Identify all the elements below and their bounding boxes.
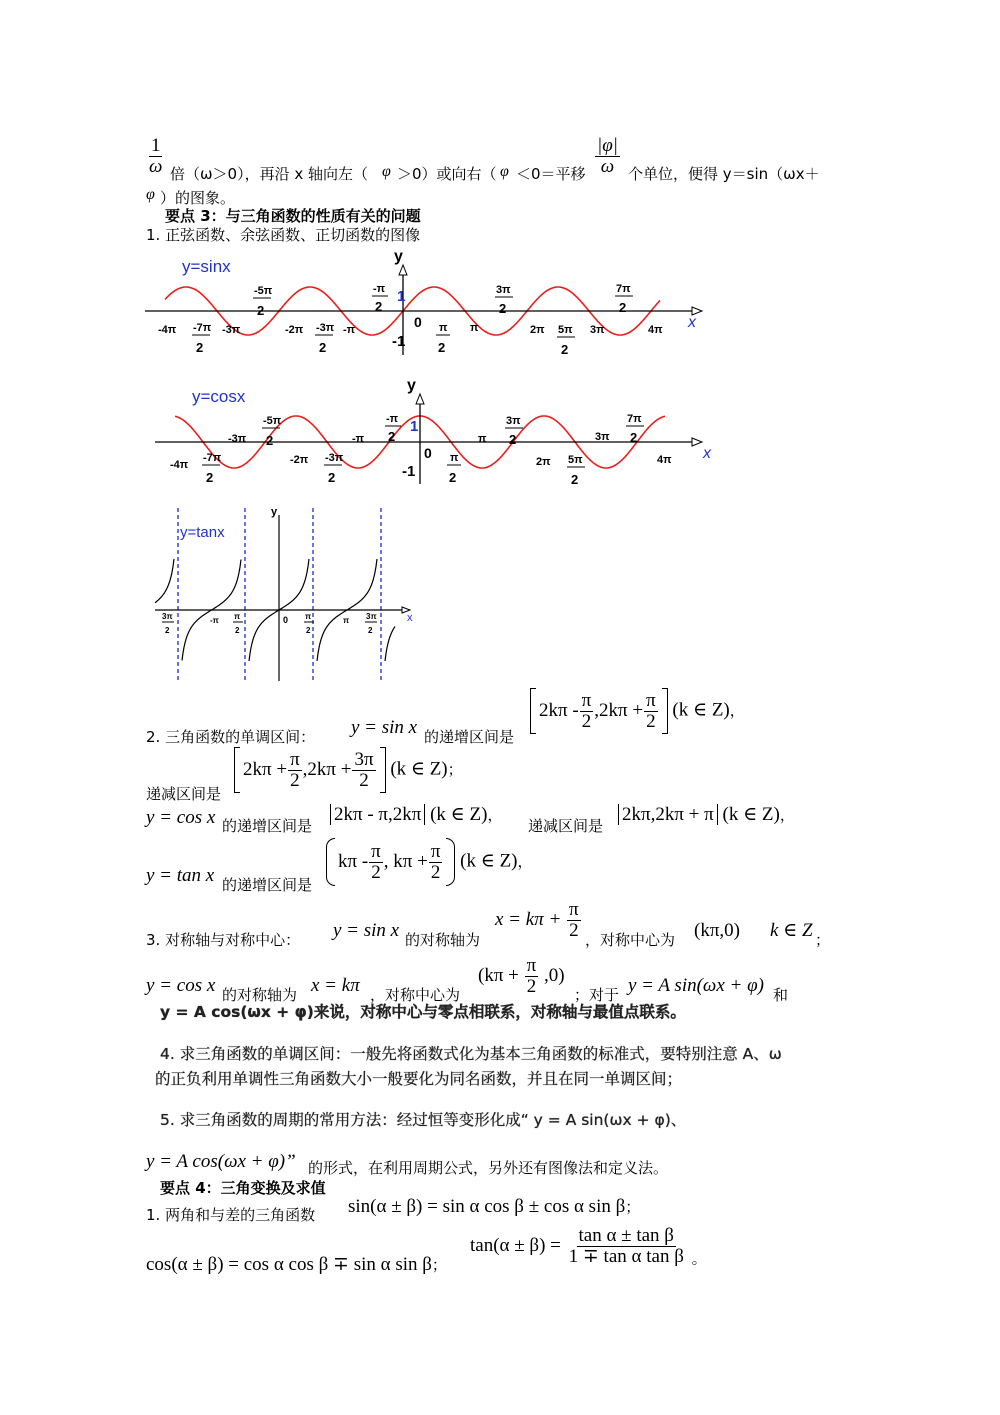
svg-text:2: 2: [438, 340, 446, 355]
for-label: ；对于: [574, 986, 620, 1004]
axis-label: 的对称轴为: [405, 931, 481, 949]
phi-symbol-3: φ: [146, 186, 155, 203]
origin-label: 0: [283, 615, 289, 625]
frac-1-over-omega: $\frac{1}{\omega}$: [149, 135, 163, 177]
semi: ；: [815, 931, 831, 949]
svg-text:5π: 5π: [568, 454, 583, 466]
x-axis-label: x: [407, 612, 413, 624]
cos-sum-formula: cos(α ± β) = cos α cos β ∓ sin α sin β；: [146, 1254, 447, 1275]
sin-center: (kπ,0): [694, 920, 740, 941]
cos-axis: x = kπ: [311, 975, 360, 996]
line1-mid: ＞0）或向右（: [397, 165, 497, 183]
line1-end: 个单位，便得 y＝sin（ωx＋: [628, 165, 820, 183]
half-m1: [372, 283, 388, 314]
y-cos-x-2: y = cos x: [146, 975, 216, 996]
and-label: 和: [773, 986, 789, 1004]
svg-text:2: 2: [235, 626, 240, 635]
svg-text:2: 2: [368, 626, 373, 635]
tick-mpi: -π: [210, 616, 219, 625]
cosine-label: y=cosx: [192, 387, 246, 406]
svg-text:2: 2: [206, 470, 214, 485]
svg-text:-3π: -3π: [325, 452, 344, 464]
svg-text:2: 2: [196, 340, 204, 355]
origin-label: 0: [424, 445, 432, 461]
svg-text:2: 2: [306, 626, 311, 635]
section3-heading: 要点 3：与三角函数的性质有关的问题: [165, 207, 421, 225]
section3-item1: 1. 正弦函数、余弦函数、正切函数的图像: [146, 226, 421, 244]
item5-line2: 的形式，在利用周期公式，另外还有图像法和定义法。: [308, 1159, 669, 1177]
tangent-label: y=tanx: [180, 524, 225, 541]
svg-text:2: 2: [499, 301, 507, 316]
tan-increasing-interval: kπ - $\frac{\pi}{2}$ , kπ + $\frac{\pi}{2}$ (k ∈ Z)，: [326, 838, 533, 886]
half-m1: [385, 413, 401, 444]
item5-acos: y = A cos(ωx + φ)”: [146, 1151, 296, 1172]
item4-line1: 4. 求三角函数的单调区间：一般先将函数式化为基本三角函数的标准式，要特别注意 A、ω: [160, 1045, 782, 1063]
y-cos-x: y = cos x: [146, 807, 216, 828]
svg-text:2: 2: [328, 470, 336, 485]
sine-tick-labels: [158, 322, 663, 336]
origin-label: 0: [414, 314, 422, 330]
half-m5: [253, 285, 273, 318]
x-arrow-icon: [692, 438, 702, 446]
section4-item1: 1. 两角和与差的三角函数: [146, 1206, 316, 1224]
svg-text:-5π: -5π: [263, 415, 282, 427]
svg-text:-π: -π: [386, 413, 399, 425]
tick-m2pi: -2π: [285, 324, 304, 336]
sine-half-labels: [192, 283, 633, 357]
frac-absphi-over-omega: $\frac{|\varphi|}{\omega}$: [597, 135, 618, 177]
x-axis-label: x: [703, 445, 711, 462]
half-p7: [615, 283, 633, 315]
asin-formula: y = A sin(ωx + φ): [628, 975, 764, 996]
half-m1: [233, 612, 243, 635]
cos-dec-label: 递减区间是: [528, 817, 604, 835]
item2-inc: 的递增区间是: [424, 728, 515, 746]
tick-4pi: 4π: [648, 324, 663, 336]
y-tan-x: y = tan x: [146, 865, 215, 886]
tick-m4pi: -4π: [170, 459, 189, 471]
svg-text:2: 2: [165, 626, 170, 635]
half-m3: [315, 322, 335, 355]
y-sin-x: y = sin x: [351, 717, 418, 738]
tick-pi: π: [470, 322, 479, 334]
item5-line1: 5. 求三角函数的周期的常用方法：经过恒等变形化成“ y = A sin(ωx + φ)、: [160, 1111, 687, 1129]
svg-text:-7π: -7π: [193, 322, 212, 334]
y-axis-label: y: [271, 506, 278, 518]
tan-inc-label: 的递增区间是: [222, 876, 313, 894]
svg-text:2: 2: [561, 342, 569, 357]
svg-text:2: 2: [449, 470, 457, 485]
tick-m4pi: -4π: [158, 324, 177, 336]
y-axis-label: y: [407, 377, 416, 394]
svg-text:2: 2: [375, 299, 383, 314]
tick-3pi: 3π: [590, 324, 605, 336]
sin-sum-formula: sin(α ± β) = sin α cos β ± cos α sin β；: [348, 1196, 641, 1217]
half-p3: [365, 612, 377, 635]
svg-text:π: π: [234, 612, 241, 621]
tick-3pi: 3π: [595, 431, 610, 443]
tick-4pi: 4π: [657, 454, 672, 466]
cos-center: (kπ + $\frac{\pi}{2}$ ,0): [478, 955, 565, 997]
line1-mid2: ＜0＝平移: [516, 165, 586, 183]
phi-symbol: φ: [382, 163, 391, 180]
y-sin-x-2: y = sin x: [333, 920, 400, 941]
svg-text:2: 2: [266, 433, 274, 448]
svg-text:-5π: -5π: [254, 285, 273, 297]
phi-symbol-2: φ: [500, 163, 509, 180]
center-label-2: ，对称中心为: [370, 986, 461, 1004]
sin-increasing-interval: 2kπ - $\frac{\pi}{2}$ ,2kπ + $\frac{\pi}{2}$ (k ∈ Z)，: [530, 688, 745, 734]
half-p1: [447, 452, 461, 485]
svg-text:2: 2: [571, 472, 579, 487]
acos-line: y = A cos(ωx + φ)来说，对称中心与零点相联系，对称轴与最值点联系。: [160, 1003, 686, 1021]
half-m7: [202, 452, 222, 485]
y-axis-label: y: [394, 248, 403, 265]
item4-line2: 的正负利用单调性三角函数大小一般要化为同名函数，并且在同一单调区间；: [155, 1070, 683, 1088]
y-arrow-icon: [399, 265, 407, 275]
svg-text:3π: 3π: [162, 612, 173, 621]
svg-text:-7π: -7π: [203, 452, 222, 464]
svg-text:-π: -π: [373, 283, 386, 295]
svg-text:π: π: [450, 452, 459, 464]
tick-mpi: -π: [343, 324, 356, 336]
y-minus-one: -1: [402, 463, 416, 480]
kz: k ∈ Z: [770, 920, 813, 941]
y-arrow-icon: [416, 394, 424, 404]
y-minus-one: -1: [392, 333, 406, 350]
y-one: 1: [410, 418, 419, 435]
tick-2pi: 2π: [536, 456, 551, 468]
svg-text:3π: 3π: [496, 284, 511, 296]
y-one: 1: [397, 288, 406, 305]
half-p1: [436, 322, 450, 355]
tick-m2pi: -2π: [290, 454, 309, 466]
sin-axis-formula: x = kπ + $\frac{\pi}{2}$: [495, 899, 579, 941]
svg-text:2: 2: [319, 340, 327, 355]
cos-increasing-interval: 2kπ - π,2kπ (k ∈ Z)，: [330, 805, 502, 826]
svg-text:7π: 7π: [627, 413, 642, 425]
x-axis-label: x: [688, 314, 696, 331]
tan-sum-formula: tan(α ± β) = $\frac{\text{tan α ± tan β}}{\text{1 ∓ tan α tan β}}$ 。: [470, 1225, 707, 1268]
tick-pi: π: [343, 616, 350, 625]
section4-heading: 要点 4：三角变换及求值: [160, 1179, 326, 1197]
half-p5: [557, 324, 575, 357]
item2-intro: 2. 三角函数的单调区间：: [146, 728, 316, 746]
svg-text:π: π: [439, 322, 448, 334]
cos-decreasing-interval: 2kπ,2kπ + π (k ∈ Z)，: [618, 805, 795, 826]
sine-label: y=sinx: [182, 257, 231, 276]
center-label: ，对称中心为: [585, 931, 676, 949]
tick-pi: π: [478, 433, 487, 445]
svg-text:2: 2: [388, 429, 396, 444]
svg-text:3π: 3π: [366, 612, 377, 621]
sin-decreasing-interval: 2kπ + $\frac{\pi}{2}$ ,2kπ + $\frac{3\pi}{2}$ (k ∈ Z)；: [234, 747, 463, 793]
svg-text:π: π: [305, 612, 312, 621]
tick-m3pi: -3π: [222, 324, 241, 336]
half-m7: [192, 322, 212, 355]
half-p5: [567, 454, 585, 487]
svg-text:-3π: -3π: [316, 322, 335, 334]
axis-label-2: 的对称轴为: [222, 986, 298, 1004]
svg-text:2: 2: [619, 300, 627, 315]
item3-intro: 3. 对称轴与对称中心：: [146, 931, 301, 949]
svg-text:5π: 5π: [558, 324, 573, 336]
tick-m3pi: -3π: [228, 433, 247, 445]
tick-2pi: 2π: [530, 324, 545, 336]
svg-text:3π: 3π: [506, 415, 521, 427]
line1-text: 倍（ω＞0），再沿 x 轴向左（: [170, 165, 369, 183]
sine-graph: [140, 245, 710, 360]
tangent-graph: [150, 503, 420, 683]
tick-mpi: -π: [352, 433, 365, 445]
svg-text:2: 2: [630, 430, 638, 445]
dec-label: 递减区间是: [146, 785, 222, 803]
svg-text:7π: 7π: [616, 283, 631, 295]
cos-inc-label: 的递增区间是: [222, 817, 313, 835]
half-m3: [324, 452, 344, 485]
svg-text:2: 2: [509, 432, 517, 447]
half-m3: [162, 612, 174, 635]
cosine-graph: [150, 372, 720, 490]
cosine-half-labels: [202, 413, 644, 487]
svg-text:2: 2: [257, 303, 265, 318]
half-p7: [626, 413, 644, 445]
line2-end: ）的图象。: [160, 189, 236, 207]
